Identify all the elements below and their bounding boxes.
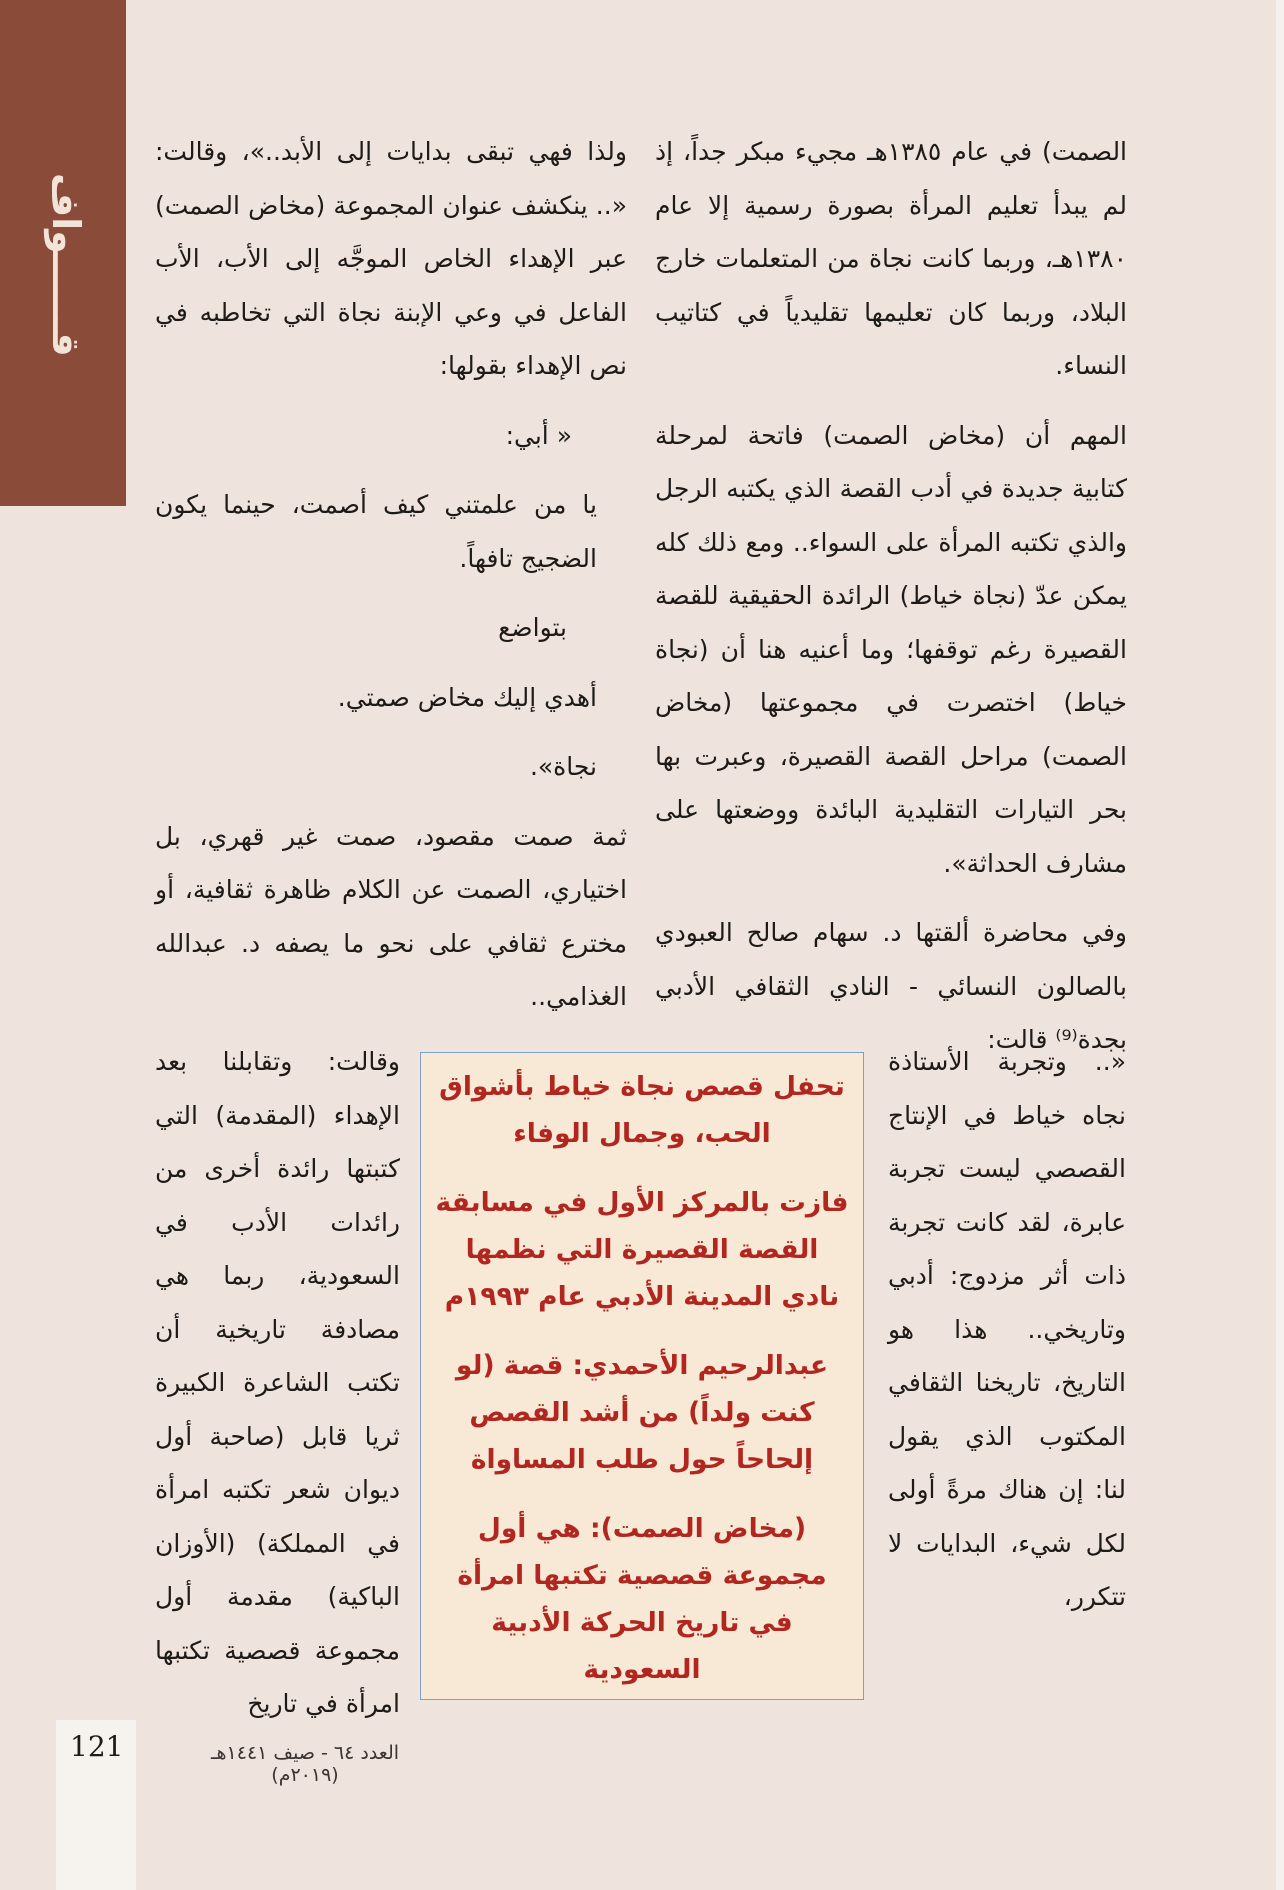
poem-line: بتواضع (498, 613, 567, 642)
pull-quote: عبدالرحيم الأحمدي: قصة (لو كنت ولداً) من أشد القصص إلحاحاً حول طلب المساواة (455, 1350, 829, 1475)
poem-signature: نجاة». (529, 752, 597, 781)
pull-quote: (مخاض الصمت): هي أول مجموعة قصصية تكتبها امرأة في تاريخ الحركة الأدبية السعودية (457, 1513, 827, 1685)
right-column (655, 125, 1127, 1067)
pull-quote-box (420, 1052, 864, 1700)
paragraph: وقالت: وتقابلنا بعد الإهداء (المقدمة) التي كتبتها رائدة أخرى من رائدات الأدب في السعودية، ربما هي مصادفة تاريخية أن تكتب الشاعرة الكبيرة ثريا قابل (صاحبة أول ديوان شعر تكتبه امرأة في المملكة) (الأوزان الباكية) مقدمة أول مجموعة قصصية تكتبها امرأة في تاريخ (155, 1047, 400, 1718)
poem-line: يا من علمتني كيف أصمت، حينما يكون الضجيج تافهاً. (155, 490, 597, 573)
paragraph: ولذا فهي تبقى بدايات إلى الأبد..»، وقالت: «.. ينكشف عنوان المجموعة (مخاض الصمت) عبر الإهداء الخاص الموجَّه إلى الأب، الأب الفاعل في وعي الإبنة نجاة التي تخاطبه في نص الإهداء بقولها: (155, 137, 627, 380)
paragraph: «.. وتجربة الأستاذة نجاه خياط في الإنتاج القصصي ليست تجربة عابرة، لقد كانت تجربة ذات أثر مزدوج: أدبي وتاريخي.. هذا هو التاريخ، تاريخنا الثقافي المكتوب الذي يقول لنا: إن هناك مرةً أولى لكل شيء، البدايات لا تتكرر، (888, 1047, 1126, 1611)
poem-greeting: « أبي: (505, 420, 572, 450)
section-label: قــــــواف (44, 173, 88, 357)
paragraph: ثمة صمت مقصود، صمت غير قهري، بل اختياري، الصمت عن الكلام ظاهرة ثقافية، أو مخترع ثقافي على نحو ما يصفه د. عبدالله الغذامي.. (155, 821, 627, 1011)
paragraph: وفي محاضرة ألقتها د. سهام صالح العبودي بالصالون النسائي - النادي الثقافي الأدبي بجدة⁽⁹⁾ قالت: (655, 918, 1127, 1054)
right-narrow-column (888, 1035, 1126, 1624)
section-tab (0, 0, 126, 506)
page-edge (1276, 0, 1284, 1890)
left-narrow-column (155, 1035, 400, 1731)
poem-line: أهدي إليك مخاض صمتي. (337, 682, 597, 712)
left-column (155, 125, 627, 1024)
paragraph: المهم أن (مخاض الصمت) فاتحة لمرحلة كتابية جديدة في أدب القصة الذي يكتبه الرجل والذي تكتبه المرأة على السواء.. ومع ذلك كله يمكن عدّ (نجاة خياط) الرائدة الحقيقية للقصة القصيرة رغم توقفها؛ وما أعنيه هنا أن (نجاة خياط) اختصرت في مجموعتها (مخاض الصمت) مراحل القصة القصيرة، وعبرت بها بحر التيارات التقليدية البائدة ووضعتها على مشارف الحداثة». (655, 420, 1127, 878)
pull-quote: فازت بالمركز الأول في مسابقة القصة القصيرة التي نظمها نادي المدينة الأدبي عام ١٩٩٣م (435, 1187, 849, 1312)
page-number: 121 (70, 1730, 124, 1763)
pull-quote: تحفل قصص نجاة خياط بأشواق الحب، وجمال الوفاء (439, 1071, 845, 1149)
paragraph: الصمت) في عام ١٣٨٥هـ مجيء مبكر جداً، إذ لم يبدأ تعليم المرأة بصورة رسمية إلا عام ١٣٨٠هـ، وربما كانت نجاة من المتعلمات خارج البلاد، وربما كان تعليمها تقليدياً في كتاتيب النساء. (655, 137, 1128, 380)
issue-info: العدد ٦٤ - صيف ١٤٤١هـ (٢٠١٩م) (210, 1742, 400, 1786)
